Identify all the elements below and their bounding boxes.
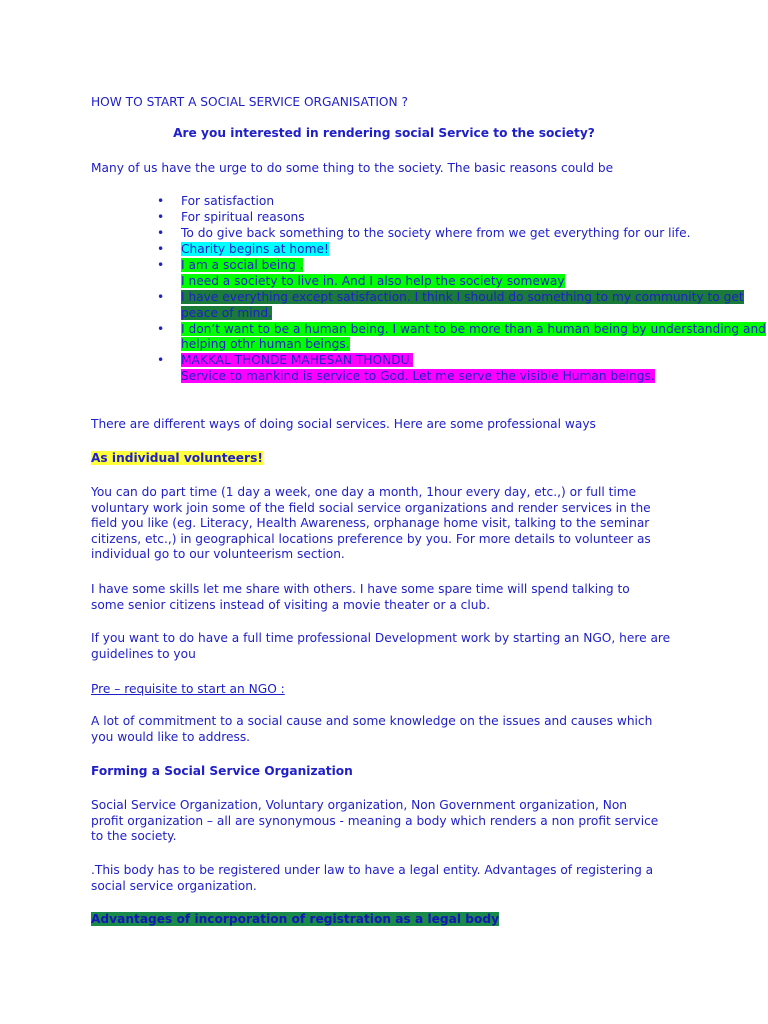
part-time-paragraph: You can do part time (1 day a week, one day a month, 1hour every day, etc.,) or full time voluntary work join some of the field social service organizations and render services in the field you like (eg. Literacy, Health Awareness, orphanage home visit, talking to the seminar citizens, etc.,) in geographical locations preference by you. For more details to volunteer as individual go to our volunteerism section. xyxy=(91,485,651,561)
reasons-list xyxy=(91,194,768,385)
list-item xyxy=(181,210,768,226)
prerequisite-heading: Pre – requisite to start an NGO : xyxy=(91,682,285,696)
section-heading-forming: Forming a Social Service Organization xyxy=(91,764,353,778)
highlighted-text: Charity begins at home! xyxy=(181,242,329,257)
highlighted-text: I have everything except satisfaction. I think I should do something to my community to get peace of mind. xyxy=(181,290,744,320)
ways-paragraph: There are different ways of doing social services. Here are some professional ways xyxy=(91,417,596,431)
highlighted-text: I don’t want to be a human being. I want to be more than a human being by understanding and helping othr human beings. xyxy=(181,321,766,352)
list-item xyxy=(181,353,768,384)
document-title: HOW TO START A SOCIAL SERVICE ORGANISATION ? xyxy=(91,95,408,109)
section-heading-advantages xyxy=(91,912,691,928)
synonyms-paragraph: Social Service Organization, Voluntary organization, Non Government organization, Non profit organization – all are synonymous - meaning a body which renders a non profit service to the society. xyxy=(91,798,659,843)
commitment-paragraph: A lot of commitment to a social cause and some knowledge on the issues and causes which you would like to address. xyxy=(91,714,653,744)
list-item xyxy=(181,258,768,289)
full-time-paragraph: If you want to do have a full time professional Development work by starting an NGO, here are guidelines to you xyxy=(91,631,671,661)
document-subtitle: Are you interested in rendering social Service to the society? xyxy=(173,126,595,140)
list-item xyxy=(181,226,768,242)
registered-paragraph: .This body has to be registered under law to have a legal entity. Advantages of registering a social service organization. xyxy=(91,863,654,893)
list-item xyxy=(181,242,768,258)
heading-text: Advantages of incorporation of registration as a legal body xyxy=(91,912,500,926)
highlighted-text: I need a society to live in. And I also help the society someway xyxy=(181,273,565,288)
heading-text: As individual volunteers! xyxy=(91,451,263,465)
section-heading-volunteers xyxy=(91,451,691,467)
list-item-text: To do give back something to the society where from we get everything for our life. xyxy=(181,226,691,241)
list-item xyxy=(181,290,768,321)
highlighted-text: Service to mankind is service to God. Let me serve the visible Human beings. xyxy=(181,369,655,384)
skills-paragraph: I have some skills let me share with others. I have some spare time will spend talking to some senior citizens instead of visiting a movie theater or a club. xyxy=(91,582,630,612)
list-item xyxy=(181,194,768,210)
list-item-text: For spiritual reasons xyxy=(181,210,305,225)
list-item-text: For satisfaction xyxy=(181,194,275,208)
intro-paragraph: Many of us have the urge to do some thing to the society. The basic reasons could be xyxy=(91,161,614,175)
highlighted-text: I am a social being . xyxy=(181,258,304,273)
highlighted-text: MAKKAL THONDE MAHESAN THONDU. xyxy=(181,353,414,368)
list-item xyxy=(181,322,768,353)
